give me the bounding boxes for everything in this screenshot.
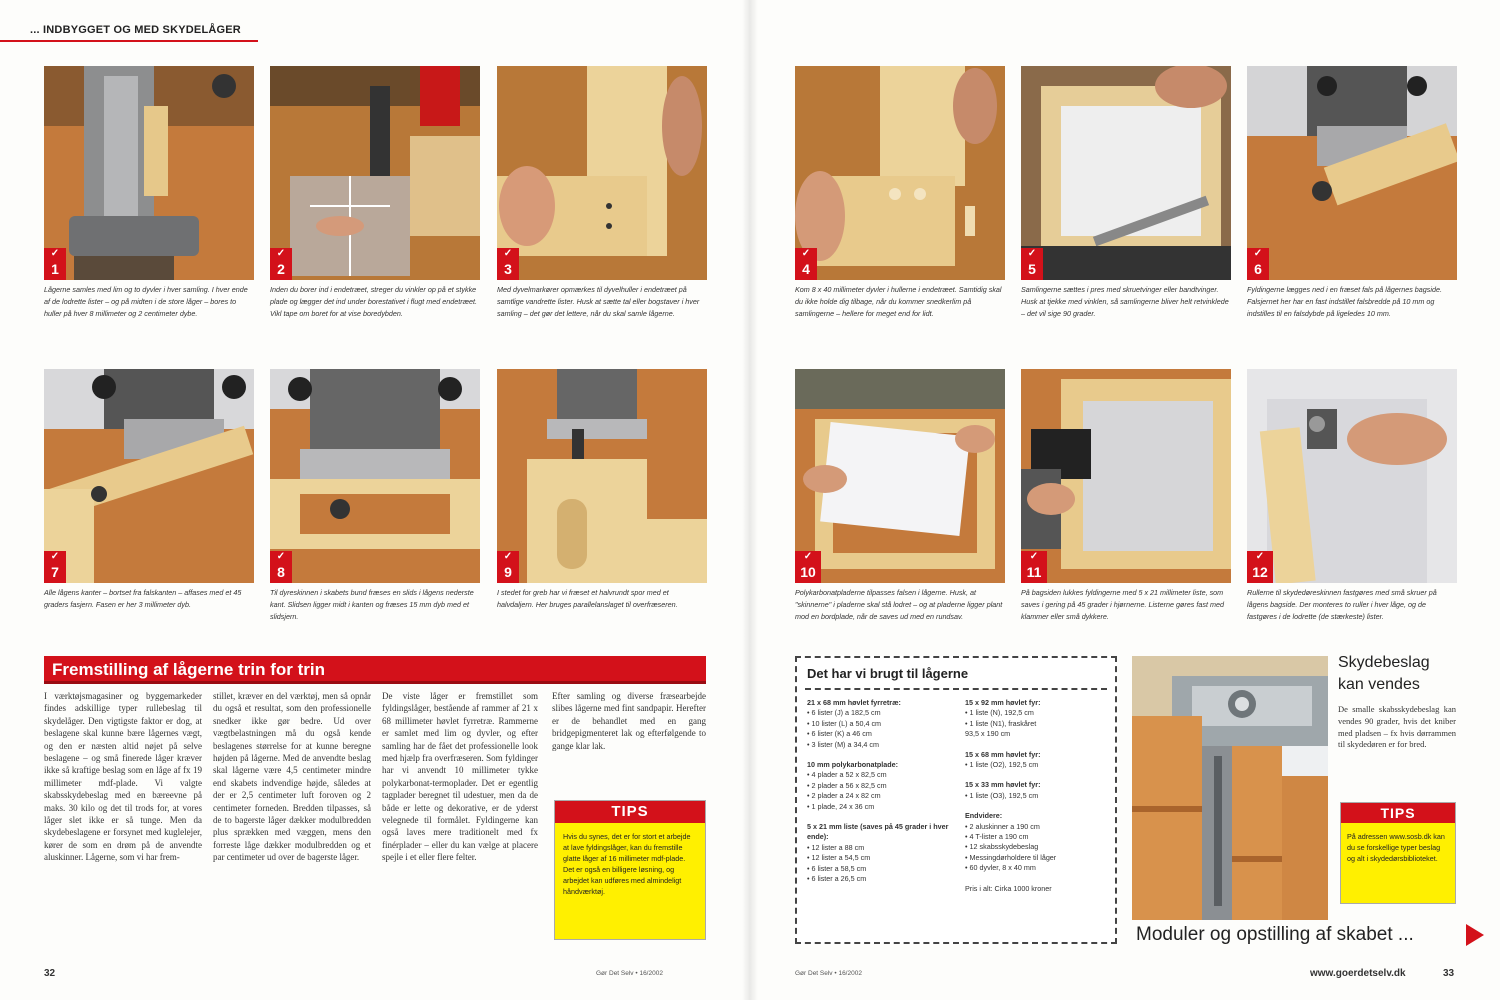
- article-column-4: Efter samling og diverse fræsearbejde slibes lågerne med fint sandpapir. Herefter er de behandlet med en gang bridgepigmenteret lak og efterfølgende to gange klar lak.: [552, 691, 706, 751]
- materials-line: • 4 T-lister a 190 cm: [965, 832, 1029, 842]
- left-page-number: 32: [44, 968, 56, 979]
- website-url[interactable]: www.goerdetselv.dk: [1310, 968, 1406, 979]
- tips-box-right: [1340, 802, 1456, 904]
- step-8-caption: Til dyreskinnen i skabets bund fræses en slids i lågens nederste kant. Slidsen ligger midt i kanten og fræses 15 mm dyb med et slidsjern.: [270, 588, 474, 621]
- materials-line: • 2 plader a 24 x 82 cm: [807, 791, 881, 801]
- materials-heading: Endvidere:: [965, 811, 1003, 821]
- tips-right-text: På adressen www.sosb.dk kan du se forskellige typer beslag og alt i skydedørsbiblioteket.: [1347, 832, 1445, 863]
- step-3: [497, 66, 707, 320]
- materials-line: • 1 liste (N1), fraskåret: [965, 718, 1037, 728]
- materials-line: • 1 liste (O2), 192,5 cm: [965, 760, 1039, 770]
- step-10-caption: Polykarbonatpladerne tilpasses falsen i lågerne. Husk, at "skinnerne" i pladerne skal stå lodret – og at pladerne ligger plant mod en bordplade, når de saves ud med en rundsav.: [795, 588, 1003, 621]
- materials-line: • 10 lister (L) a 50,4 cm: [807, 718, 882, 728]
- step-5-photo: [1021, 66, 1231, 280]
- step-1-badge: ✓ 1: [44, 248, 66, 280]
- article-heading: Fremstilling af lågerne trin for trin: [52, 660, 325, 679]
- step-7-photo: [44, 369, 254, 583]
- materials-line: • 2 plader a 56 x 82,5 cm: [807, 780, 887, 790]
- step-1-caption: Lågerne samles med lim og to dyvler i hver samling. I hver ende af de lodrette lister – og på midten i de store låger – bores to huller på hver 8 millimeter og 2 centimeter dybe.: [44, 285, 248, 318]
- materials-heading: 15 x 92 mm høvlet fyr:: [965, 698, 1041, 707]
- article-column-3: De viste låger er fremstillet som fyldingslåger, bestående af rammer af 21 x 68 millimeter høvlet fyrretræ. Rammerne er samlet med lim og dyvler, og efter samling har de fået det professionelle look med hjælp fra overfræseren. Som fyldinger har vi anvendt 10 millimeter tykke polykarbonat-termoplader. Det er egentlig tagplader beregnet til udestuer, men da de både er lette og dekorative, er de yderst velegnede til formålet. Fyldingerne kan også laves mere traditionelt med fx finérplader – eller du kan vælge at placere spejle i et eller flere felter.: [382, 691, 538, 863]
- step-5-caption: Samlingerne sættes i pres med skruetvinger eller bandtvinger. Husk at tjekke med vinklen, så samlingerne bliver helt retvinklede – det vil sige 90 grader.: [1021, 285, 1229, 318]
- sidebar-text: De smalle skabsskydebeslag kan vendes 90 grader, hvis det kniber med pladsen – fx hvis dørrammen til skydedøren er for bred.: [1338, 704, 1456, 750]
- article-column-2: stillet, kræver en del værktøj, men så opnår du også et resultat, som den professionelle snedker ikke gør bedre. Ud over vægtbelastningen må du også kende beslagenes størrelse for at kunne beregne højden på lågerne. Med de anvendte beslag skal lågerne være 4,5 centimeter mindre end skabets indvendige højde, således at der er 2,5 centimeter luft foroven og 2 centimeter forneden. Bredden tilpasses, så de to bagerste låger dækker modulbredden plus sprækken med væggen, mens den forreste låge dækker modulbredden og et par centimeter ud over de bagerste låger.: [213, 691, 371, 863]
- step-7: [44, 369, 254, 611]
- materials-heading: 10 mm polykarbonatplade:: [807, 760, 899, 770]
- step-2-photo: [270, 66, 480, 280]
- step-8-badge: ✓ 8: [270, 551, 292, 583]
- step-10-badge: ✓ 10: [795, 551, 821, 583]
- step-4: [795, 66, 1005, 320]
- left-footer-magazine: Gør Det Selv • 16/2002: [596, 970, 663, 977]
- step-6-caption: Fyldingerne lægges ned i en fræset fals på lågernes bagside. Falsjernet her har en fast indstillet falsbredde på 10 mm og indstilles til en falsdybde på ligeledes 10 mm.: [1247, 285, 1442, 318]
- materials-heading: 5 x 21 mm liste (saves på 45 grader i hver ende):: [807, 822, 949, 842]
- step-9-photo: [497, 369, 707, 583]
- step-11-caption: På bagsiden lukkes fyldingerne med 5 x 21 millimeter liste, som saves i gering på 45 grader i hjørnerne. Listerne gøres fast med klammer eller små dykkere.: [1021, 588, 1224, 621]
- step-11: [1021, 369, 1231, 623]
- materials-line: • 3 lister (M) a 34,4 cm: [807, 739, 880, 749]
- step-6-badge: ✓ 6: [1247, 248, 1269, 280]
- materials-column-1: [807, 698, 957, 885]
- materials-title: Det har vi brugt til lågerne: [807, 666, 969, 681]
- step-3-badge: ✓ 3: [497, 248, 519, 280]
- materials-line: • 1 plade, 24 x 36 cm: [807, 801, 875, 811]
- step-6-photo: [1247, 66, 1457, 280]
- materials-divider: [805, 688, 1107, 690]
- materials-heading: 15 x 68 mm høvlet fyr:: [965, 749, 1041, 759]
- materials-line: • 60 dyvler, 8 x 40 mm: [965, 863, 1036, 873]
- step-4-badge: ✓ 4: [795, 248, 817, 280]
- sidebar-title-line-1: Skydebeslag: [1338, 654, 1430, 671]
- step-12-badge: ✓ 12: [1247, 551, 1273, 583]
- running-head-text: ... INDBYGGET OG MED SKYDELÅGER: [30, 24, 241, 36]
- materials-line: • 6 lister a 26,5 cm: [807, 874, 867, 884]
- step-1: [44, 66, 254, 320]
- step-5: [1021, 66, 1231, 320]
- tips-left-text: Hvis du synes, det er for stort et arbejde at lave fyldingslåger, kan du fremstille glatte låger af 16 millimeter mdf-plade. Det er også en billigere løsning, og arbejdet kan udføres med almindeligt håndværktøj.: [563, 832, 691, 896]
- step-9-badge: ✓ 9: [497, 551, 519, 583]
- materials-line: • Messingdørholdere til låger: [965, 852, 1057, 862]
- step-3-caption: Med dyvelmarkører opmærkes til dyvelhuller i endetræet på samtlige vandrette lister. Husk at sætte tal eller bogstaver i hver samling – det gør det lettere, når du skal samle lågerne.: [497, 285, 700, 318]
- step-11-badge: ✓ 11: [1021, 551, 1047, 583]
- step-3-photo: [497, 66, 707, 280]
- materials-line: • 1 liste (N), 192,5 cm: [965, 708, 1034, 718]
- step-4-photo: [795, 66, 1005, 280]
- step-1-photo: [44, 66, 254, 280]
- step-9-caption: I stedet for greb har vi fræset et halvrundt spor med et halvdaljern. Her bruges parallelanslaget til overfræseren.: [497, 588, 678, 609]
- tips-left-title: TIPS: [555, 801, 705, 823]
- step-10: [795, 369, 1005, 623]
- step-10-photo: [795, 369, 1005, 583]
- materials-line: • 6 lister (K) a 46 cm: [807, 729, 872, 739]
- next-arrow-icon[interactable]: [1466, 924, 1484, 946]
- materials-box: [795, 656, 1117, 944]
- step-2: [270, 66, 480, 320]
- step-7-caption: Alle lågens kanter – bortset fra falskanten – affases med et 45 graders fasjern. Fasen er her 3 millimeter dyb.: [44, 588, 242, 609]
- next-article-link[interactable]: Moduler og opstilling af skabet ...: [1136, 924, 1414, 945]
- materials-line: • 12 lister a 54,5 cm: [807, 853, 871, 863]
- step-6: [1247, 66, 1457, 320]
- step-12-photo: [1247, 369, 1457, 583]
- materials-line: • 6 lister a 58,5 cm: [807, 863, 867, 873]
- materials-line: • 1 liste (O3), 192,5 cm: [965, 790, 1039, 800]
- step-9: [497, 369, 707, 611]
- step-11-photo: [1021, 369, 1231, 583]
- article-heading-banner: [44, 656, 706, 684]
- materials-line: • 2 aluskinner a 190 cm: [965, 821, 1040, 831]
- materials-line: • 12 lister a 88 cm: [807, 842, 865, 852]
- materials-column-2: [965, 698, 1111, 894]
- article-column-1: I værktøjsmagasiner og byggemarkeder findes adskillige typer rullebeslag til skydelåger. Den vigtigste faktor er dog, at beslagene skal kunne bære lågernes vægt, og den er næsten altid nøjet på selve beslagene – og små finerede låger kræver ikke så kraftige beslag som en låge af fx 19 millimeter mdf-plade. Vi valgte skabsskydebeslag med en bæreevne på maks. 30 kilo og det til trods for, at vores låger slet ikke er så tunge. Men da skydebeslagene er forsynet med kuglelejer, kører de som en drøm på de anvendte aluskinner. Lågerne, som vi har frem-: [44, 691, 202, 863]
- step-12-caption: Rullerne til skydedøreskinnen fastgøres med små skruer på lågens bagside. Der monteres to ruller i hver låge, og de fastgøres i de lodrette (de stærkeste) lister.: [1247, 588, 1437, 621]
- step-12: [1247, 369, 1457, 623]
- gutter-shadow: [742, 0, 758, 1000]
- materials-line: • 6 lister (J) a 182,5 cm: [807, 708, 881, 718]
- tips-box-left: [554, 800, 706, 940]
- materials-heading: 21 x 68 mm høvlet fyrretræ:: [807, 698, 901, 707]
- right-page-number: 33: [1443, 968, 1455, 979]
- sidebar-title: [1338, 652, 1430, 696]
- step-5-badge: ✓ 5: [1021, 248, 1043, 280]
- running-head: [0, 20, 258, 42]
- step-7-badge: ✓ 7: [44, 551, 66, 583]
- step-2-caption: Inden du borer ind i endetræet, streger du vinkler op på et stykke plade og lægger det ind under borestativet i flugt med endetræet. Vikl tape om boret for at vise boredybden.: [270, 285, 477, 318]
- materials-line: • 4 plader a 52 x 82,5 cm: [807, 770, 887, 780]
- sidebar-title-line-2: kan vendes: [1338, 676, 1420, 693]
- materials-heading: 15 x 33 mm høvlet fyr:: [965, 780, 1041, 790]
- step-8-photo: [270, 369, 480, 583]
- right-footer-magazine: Gør Det Selv • 16/2002: [795, 970, 862, 977]
- step-4-caption: Kom 8 x 40 millimeter dyvler i hullerne i endetræet. Samtidig skal du ikke holde dig tilbage, når du kommer snedkerlim på samlingerne – hellere for meget end for lidt.: [795, 285, 1002, 318]
- materials-total-price: Pris i alt: Cirka 1000 kroner: [965, 883, 1052, 893]
- step-8: [270, 369, 480, 623]
- materials-line: 93,5 x 190 cm: [965, 729, 1011, 739]
- sliding-fitting-illustration: [1132, 656, 1328, 920]
- tips-right-title: TIPS: [1341, 803, 1455, 823]
- step-2-badge: ✓ 2: [270, 248, 292, 280]
- materials-line: • 12 skabsskydebeslag: [965, 842, 1039, 852]
